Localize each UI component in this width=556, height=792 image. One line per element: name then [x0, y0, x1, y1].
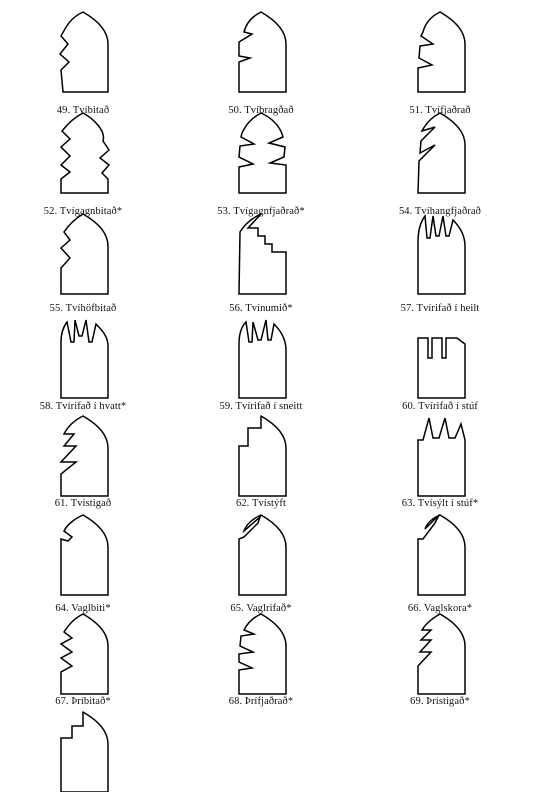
figure-caption: 59. Tvírifað í sneitt — [219, 401, 303, 412]
ear-outline — [239, 515, 286, 595]
ear-outline — [61, 113, 109, 193]
figure-caption: 62. Tvístýft — [235, 498, 286, 509]
figure-caption: 51. Tvífjaðrað — [409, 105, 471, 116]
ear-outline — [418, 216, 465, 294]
ear-outline — [239, 320, 286, 398]
figure-caption: 49. Tvíbitað — [56, 105, 110, 116]
ear-outline — [239, 214, 286, 294]
ear-mark-shape — [236, 416, 286, 496]
ear-outline — [418, 338, 465, 398]
figure-caption: 61. Tvístigað — [54, 498, 112, 509]
ear-outline — [418, 515, 465, 595]
ear-mark-shape — [415, 318, 465, 398]
ear-mark-shape — [58, 416, 108, 496]
ear-outline — [61, 712, 108, 792]
figure-caption: 53. Tvígagnfjaðrað* — [217, 206, 305, 217]
ear-outline — [239, 614, 286, 694]
ear-mark-shape — [415, 113, 465, 193]
ear-outline — [418, 12, 465, 92]
ear-outline — [61, 214, 108, 294]
ear-mark-shape — [236, 318, 286, 398]
figure-caption: 56. Tvínumið* — [229, 303, 293, 314]
figure-caption: 64. Vaglbiti* — [55, 603, 111, 614]
figure-caption: 57. Tvírifað í heilt — [400, 303, 480, 314]
figure-caption: 50. Tvíbragðað — [228, 105, 294, 116]
ear-mark-shape — [236, 515, 286, 595]
figure-caption: 55. Tvíhöfbitað — [49, 303, 117, 314]
ear-mark-shape — [58, 113, 108, 193]
ear-outline — [239, 113, 286, 193]
ear-outline — [418, 418, 465, 496]
figure-caption: 65. Vaglrifað* — [230, 603, 292, 614]
ear-mark-shape — [58, 515, 108, 595]
ear-outline — [418, 113, 465, 193]
ear-mark-shape — [236, 214, 286, 294]
ear-mark-shape — [415, 214, 465, 294]
ear-mark-shape — [236, 12, 286, 92]
ear-outline — [239, 416, 286, 496]
ear-outline — [61, 320, 108, 398]
figure-caption: 52. Tvígagnbitað* — [43, 206, 123, 217]
ear-outline — [239, 12, 286, 92]
figure-caption: 60. Tvírifað í stúf — [402, 401, 478, 412]
ear-outline — [418, 614, 465, 694]
ear-mark-shape — [58, 318, 108, 398]
figure-caption: 66. Vaglskora* — [407, 603, 473, 614]
ear-mark-shape — [58, 614, 108, 694]
ear-mark-shape — [236, 113, 286, 193]
ear-mark-shape — [58, 12, 108, 92]
ear-outline — [61, 614, 108, 694]
ear-outline — [61, 416, 108, 496]
figure-caption: 54. Tvíhangfjaðrað — [398, 206, 482, 217]
ear-mark-shape — [236, 614, 286, 694]
figure-caption: 67. Þríbitað* — [55, 696, 111, 707]
ear-outline — [61, 515, 108, 595]
ear-mark-shape — [415, 614, 465, 694]
figure-caption: 69. Þrístigað* — [410, 696, 470, 707]
figure-caption: 58. Tvírifað í hvatt* — [39, 401, 127, 412]
ear-mark-shape — [415, 12, 465, 92]
figure-caption: 68. Þrífjaðrað* — [228, 696, 294, 707]
ear-mark-shape — [415, 515, 465, 595]
ear-mark-shape — [58, 214, 108, 294]
ear-mark-shape — [58, 712, 108, 792]
ear-outline — [60, 12, 108, 92]
figure-caption: 63. Tvísýlt í stúf* — [401, 498, 479, 509]
ear-mark-shape — [415, 416, 465, 496]
